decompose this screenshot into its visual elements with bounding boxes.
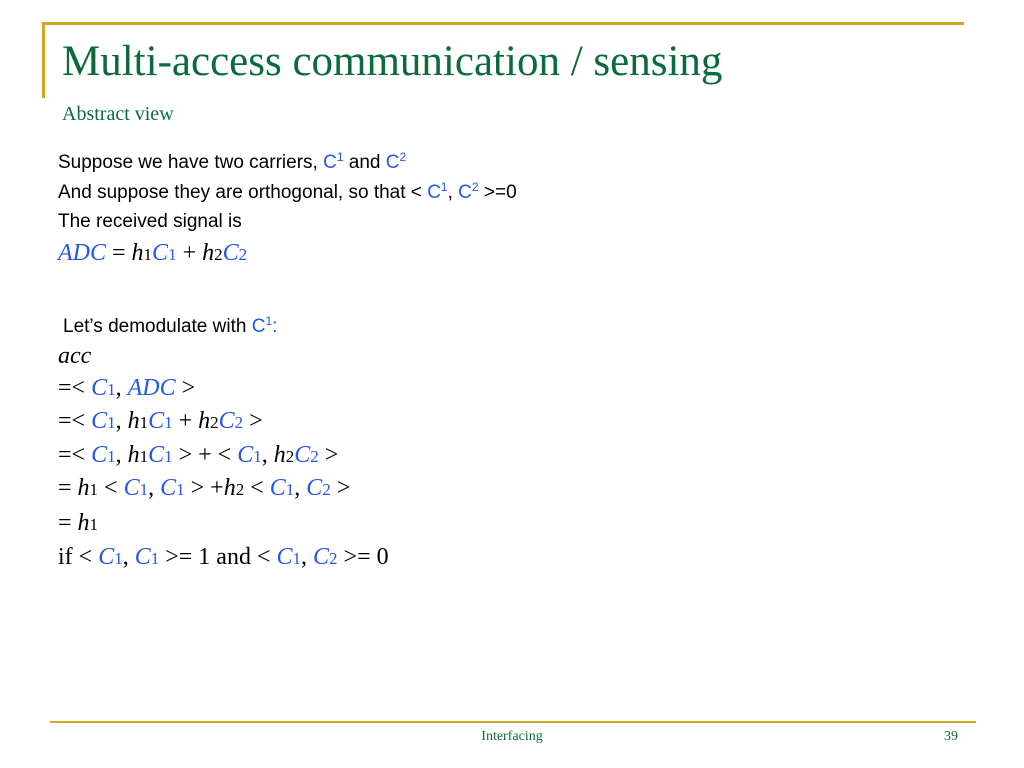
- intro-line-orthogonal: [58, 182, 517, 204]
- derivation-line-2: =< C1, h1C1 + h2C2 >: [58, 408, 263, 434]
- eq-lhs-adc: ADC: [58, 240, 106, 266]
- footer-rule: [50, 721, 976, 723]
- page-number: 39: [944, 729, 958, 744]
- footer-title: Interfacing: [481, 729, 543, 744]
- slide-title: Multi-access communication / sensing: [62, 38, 723, 85]
- intro-text: And suppose they are orthogonal, so that <: [58, 182, 428, 203]
- demod-colon: :: [272, 316, 278, 337]
- carrier-c1: $C^1$: [323, 150, 344, 173]
- carrier-c2: $C^2$: [385, 150, 407, 173]
- carrier-c1: $C^1$: [427, 180, 448, 203]
- received-signal-equation: ADC = h1C1 + h2C2: [58, 240, 248, 266]
- derivation-condition: if < C1, C1 >= 1 and < C1, C2 >= 0: [58, 544, 389, 570]
- demod-text: Let’s demodulate with: [63, 316, 252, 337]
- intro-text: Suppose we have two carriers,: [58, 152, 324, 173]
- derivation-line-5: = h1: [58, 510, 99, 536]
- derivation-line-3: =< C1, h1C1 > + < C1, h2C2 >: [58, 442, 339, 468]
- derivation-line-4: = h1 < C1, C1 > +h2 < C1, C2 >: [58, 475, 351, 501]
- derivation-acc: acc: [58, 343, 92, 369]
- intro-tail: >=0: [478, 182, 517, 203]
- intro-line-received: The received signal is: [58, 211, 242, 232]
- intro-comma: ,: [447, 182, 459, 203]
- intro-line-carriers: [58, 152, 406, 174]
- demodulate-line: [63, 316, 277, 338]
- carrier-c1: $C^1$: [251, 314, 273, 337]
- derivation-line-1: =< C1, ADC >: [58, 375, 196, 401]
- slide-subtitle: Abstract view: [62, 103, 174, 125]
- carrier-c2: $C^2$: [458, 180, 479, 203]
- frame-top-rule: [42, 22, 964, 25]
- intro-and: and: [343, 152, 386, 173]
- frame-left-rule: [42, 22, 45, 98]
